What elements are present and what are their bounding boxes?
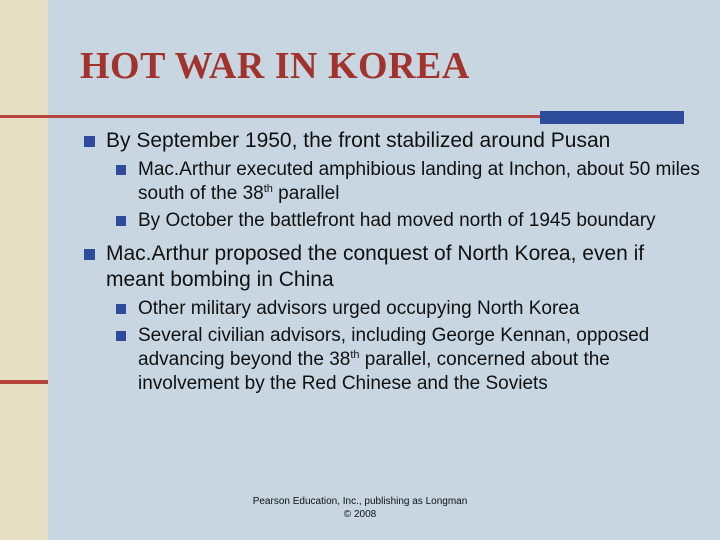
sub-bullet-text: Mac.Arthur executed amphibious landing at Inchon, about 50 miles south of the 38 — [138, 159, 700, 204]
sub-bullet-point — [116, 324, 704, 396]
slide-footer — [0, 495, 720, 521]
footer-publisher: Pearson Education, Inc., publishing as Longman — [252, 496, 468, 507]
sub-bullet-text: Other military advisors urged occupying North Korea — [138, 298, 580, 319]
left-accent-line — [0, 380, 48, 384]
blue-accent-bar — [540, 111, 684, 124]
left-decorative-band — [0, 0, 48, 540]
bullet-text: Mac.Arthur proposed the conquest of North Korea, even if meant bombing in China — [106, 242, 645, 291]
square-bullet-icon — [84, 249, 95, 260]
footer-copyright: © 2008 — [343, 509, 377, 520]
slide-body — [84, 128, 704, 404]
square-bullet-icon — [116, 165, 126, 175]
sub-bullet-point — [116, 209, 704, 233]
superscript: th — [263, 183, 273, 195]
sub-bullet-point — [116, 158, 704, 206]
slide-title: HOT WAR IN KOREA — [80, 45, 470, 87]
bullet-point-1 — [84, 128, 704, 154]
square-bullet-icon — [116, 331, 126, 341]
square-bullet-icon — [116, 304, 126, 314]
sub-bullet-text-cont: parallel — [272, 183, 340, 204]
bullet-text: By September 1950, the front stabilized around Pusan — [106, 129, 611, 152]
sub-bullet-text-cont: parallel, concerned about the involvement by the Red Chinese and the Soviets — [138, 349, 610, 394]
superscript: th — [350, 349, 360, 361]
sub-bullet-text: By October the battlefront had moved north of 1945 boundary — [138, 210, 656, 231]
square-bullet-icon — [84, 136, 95, 147]
sub-bullet-text: Several civilian advisors, including George Kennan, opposed advancing beyond the 38 — [138, 325, 650, 370]
bullet-point-2 — [84, 241, 704, 293]
sub-bullet-point — [116, 297, 704, 321]
title-divider-line — [0, 115, 540, 118]
sub-bullet-list — [84, 158, 704, 233]
sub-bullet-list — [84, 297, 704, 396]
square-bullet-icon — [116, 216, 126, 226]
